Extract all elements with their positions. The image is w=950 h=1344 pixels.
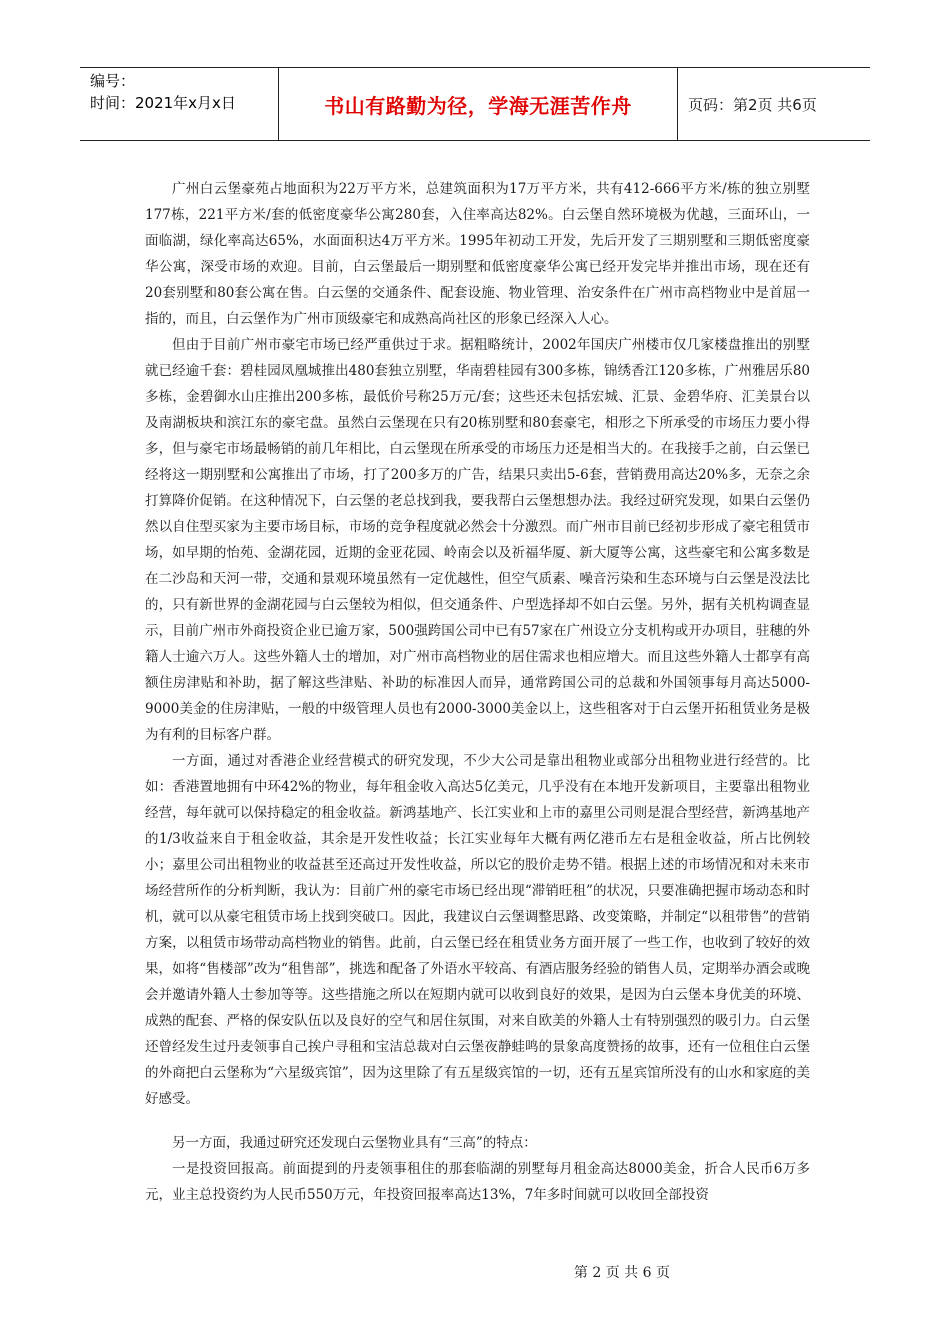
- document-body: [145, 176, 810, 1208]
- page-footer: [0, 1246, 950, 1282]
- header-meta: [80, 68, 278, 140]
- header-motto-cell: [278, 68, 678, 140]
- header-motto: 书山有路勤为径，学海无涯苦作舟: [324, 93, 632, 118]
- document-number-label: 编号：: [90, 72, 136, 90]
- page-header: [80, 67, 870, 141]
- body-paragraph: 另一方面，我通过研究还发现白云堡物业具有“三高”的特点：: [172, 1135, 537, 1151]
- document-date: 时间：2021年x月x日: [90, 94, 236, 112]
- body-paragraph: 广州白云堡豪苑占地面积为22万平方米，总建筑面积为17万平方米，共有412-666平方米/栋的独立别墅177栋，221平方米/套的低密度豪华公寓280套，入住率高达82%。白云堡自然环境极为优越，三面环山，一面临湖，绿化率高达65%，水面面积达4万平方米。1995年初动工开发，先后开发了三期别墅和三期低密度豪华公寓，深受市场的欢迎。目前，白云堡最后一期别墅和低密度豪华公寓已经开发完毕并推出市场，现在还有20套别墅和80套公寓在售。白云堡的交通条件、配套设施、物业管理、治安条件在广州市高档物业中是首屈一指的，而且，白云堡作为广州市顶级豪宅和成熟高尚社区的形象已经深入人心。: [145, 181, 810, 327]
- header-page-number: 页码：第2页 共6页: [688, 95, 817, 114]
- body-paragraph: 一是投资回报高。前面提到的丹麦领事租住的那套临湖的别墅每月租金高达8000美金，折合人民币6万多元，业主总投资约为人民币550万元，年投资回报率高达13%，7年多时间就可以收回全部投资: [145, 1161, 810, 1203]
- body-paragraph: 但由于目前广州市豪宅市场已经严重供过于求。据粗略统计，2002年国庆广州楼市仅几家楼盘推出的别墅就已经逾千套：碧桂园凤凰城推出480套独立别墅，华南碧桂园有300多栋，锦绣香江120多栋，广州雅居乐80多栋，金碧御水山庄推出200多栋，最低价号称25万元/套；这些还未包括宏城、汇景、金碧华府、汇美景台以及南湖板块和滨江东的豪宅盘。虽然白云堡现在只有20栋别墅和80套豪宅，相形之下所承受的市场压力要小得多，但与豪宅市场最畅销的前几年相比，白云堡现在所承受的市场压力还是相当大的。在我接手之前，白云堡已经将这一期别墅和公寓推出了市场，打了200多万的广告，结果只卖出5-6套，营销费用高达20%多，无奈之余打算降价促销。在这种情况下，白云堡的老总找到我，要我帮白云堡想想办法。我经过研究发现，如果白云堡仍然以自住型买家为主要市场目标，市场的竞争程度就必然会十分激烈。而广州市目前已经初步形成了豪宅租赁市场，如早期的怡苑、金湖花园，近期的金亚花园、岭南会以及祈福华厦、新大厦等公寓，这些豪宅和公寓多数是在二沙岛和天河一带，交通和景观环境虽然有一定优越性，但空气质素、噪音污染和生态环境与白云堡是没法比的，只有新世界的金湖花园与白云堡较为相似，但交通条件、户型选择却不如白云堡。另外，据有关机构调查显示，目前广州市外商投资企业已逾万家，500强跨国公司中已有57家在广州设立分支机构或开办项目，驻穗的外籍人士逾六万人。这些外籍人士的增加，对广州市高档物业的居住需求也相应增大。而且这些外籍人士都享有高额住房津贴和补助，据了解这些津贴、补助的标准因人而异，通常跨国公司的总裁和外国领事每月高达5000-9000美金的住房津贴，一般的中级管理人员也有2000-3000美金以上，这些租客对于白云堡开拓租赁业务是极为有利的目标客户群。: [145, 337, 810, 743]
- footer-page-number: 第 2 页 共 6 页: [573, 1265, 670, 1281]
- body-paragraph: 一方面，通过对香港企业经营模式的研究发现，不少大公司是靠出租物业或部分出租物业进行经营的。比如：香港置地拥有中环42%的物业，每年租金收入高达5亿美元，几乎没有在本地开发新项目，主要靠出租物业经营，每年就可以保持稳定的租金收益。新鸿基地产、长江实业和上市的嘉里公司则是混合型经营，新鸿基地产的1/3收益来自于租金收益，其余是开发性收益；长江实业每年大概有两亿港币左右是租金收益，所占比例较小；嘉里公司出租物业的收益甚至还高过开发性收益，所以它的股价走势不错。根据上述的市场情况和对未来市场经营所作的分析判断，我认为：目前广州的豪宅市场已经出现“滞销旺租”的状况，只要准确把握市场动态和时机，就可以从豪宅租赁市场上找到突破口。因此，我建议白云堡调整思路、改变策略，并制定“以租带售”的营销方案，以租赁市场带动高档物业的销售。此前，白云堡已经在租赁业务方面开展了一些工作，也收到了较好的效果，如将“售楼部”改为“租售部”，挑选和配备了外语水平较高、有酒店服务经验的销售人员，定期举办酒会或晚会并邀请外籍人士参加等等。这些措施之所以在短期内就可以收到良好的效果，是因为白云堡本身优美的环境、成熟的配套、严格的保安队伍以及良好的空气和居住氛围，对来自欧美的外籍人士有特别强烈的吸引力。白云堡还曾经发生过丹麦领事自己挨户寻租和宝洁总裁对白云堡夜静蛙鸣的景象高度赞扬的故事，还有一位租住白云堡的外商把白云堡称为“六星级宾馆”，因为这里除了有五星级宾馆的一切，还有五星宾馆所没有的山水和家庭的美好感受。: [145, 753, 810, 1107]
